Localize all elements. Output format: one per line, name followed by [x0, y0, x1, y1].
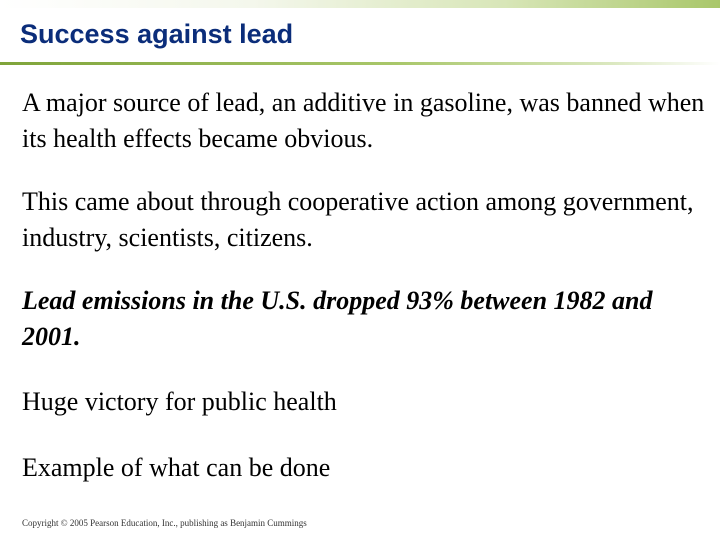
paragraph-example: Example of what can be done	[22, 453, 331, 482]
copyright-notice: Copyright © 2005 Pearson Education, Inc., publishing as Benjamin Cummings	[22, 518, 307, 528]
paragraph-public-health: Huge victory for public health	[22, 387, 337, 416]
slide-title: Success against lead	[20, 19, 294, 49]
paragraph-lead-ban: A major source of lead, an additive in gasoline, was banned when its health effects became obvious.	[22, 88, 705, 153]
paragraph-emissions-drop: Lead emissions in the U.S. dropped 93% between 1982 and 2001.	[22, 286, 653, 351]
title-divider	[0, 62, 720, 65]
paragraph-cooperative-action: This came about through cooperative action among government, industry, scientists, citizens.	[22, 187, 694, 252]
top-decorative-band	[0, 0, 720, 8]
